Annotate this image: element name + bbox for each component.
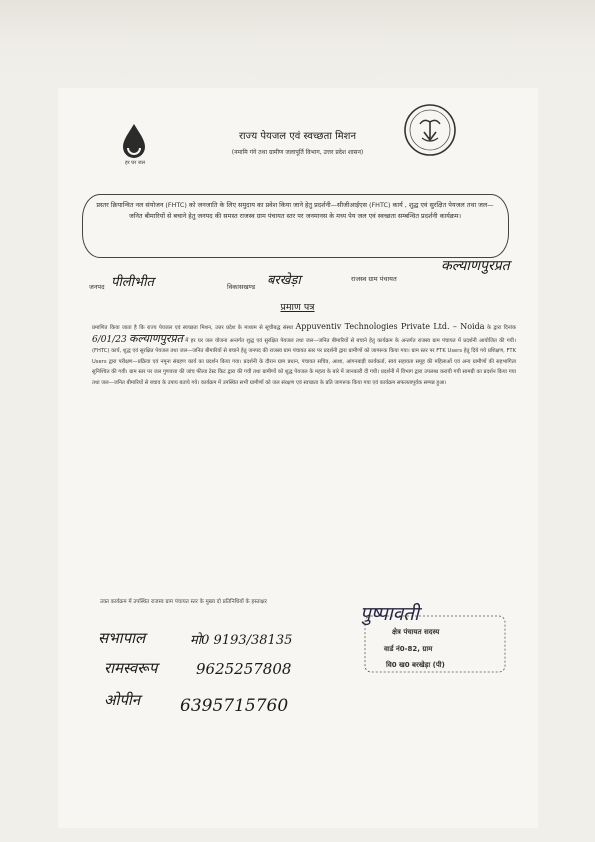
mission-title: राज्य पेयजल एवं स्वच्छता मिशन [238, 131, 357, 142]
hw-row3-value: 6395715760 [180, 696, 289, 716]
certificate-title: प्रमाण पत्र [280, 302, 315, 313]
stamp-line-3: वि0 ख0 बरखेड़ा (पी) [386, 661, 445, 669]
block-label: विकासखण्ड [227, 283, 256, 291]
scan-top-smudge [0, 0, 595, 80]
date-label: के द्वारा दिनांक [486, 325, 516, 331]
district-label: जनपद [89, 283, 105, 291]
hw-row1-value: मो0 9193/38135 [190, 633, 293, 648]
village-value: कल्याणपुरप्रत [441, 258, 510, 274]
firm-name: Appuventiv Technologies Private Ltd. – Noida [295, 322, 485, 331]
body-paragraph: में हर घर जल योजना अन्तर्गत शुद्ध एवं सुरक्षित पेयजल तथा जल—जनित बीमारियों से बचाने हेतु कार्यक्रम के अन्तर्गत राजस्व ग्राम पंचायत में प्रदर्शनी आयोजित की गयी। (FHTC) कार्य, शुद्ध एवं सुरक्षित पेयजल तथा जल—जनित बीमारियों से बचाने हेतु जनपद की राजस्व ग्राम पंचायत स्तर पर प्रदर्शनी द्वारा ग्रामीणों को जागरूक किया गया। ग्राम स्तर पर FTK Users हेतु दिये गये प्रशिक्षण, FTK Users द्वारा परीक्षण—प्रक्रिया एवं नमूना संग्रहण कार्य का प्रदर्शन किया गया। प्रदर्शनी के दौरान ग्राम प्रधान, पंचायत सचिव, आशा, आंगनबाड़ी कार्यकर्ता, स्वयं सहायता समूह की महिलाओं एवं अन्य ग्रामीणों की सहभागिता सुनिश्चित की गयी। ग्राम स्तर पर जल गुणवत्ता की जांच फील्ड टेस्ट किट द्वारा की गयी तथा ग्रामीणों को शुद्ध पेयजल के महत्व के बारे में जानकारी दी गयी। प्रदर्शनी में विभाग द्वारा उपलब्ध करायी गयी सामग्री का प्रदर्शन किया गया तथा जल—जनित बीमारियों से बचाव के उपाय बताये गये। कार्यक्रम में उपस्थित सभी ग्रामीणों को जल संरक्षण एवं स्वच्छता के प्रति जागरूक किया गया एवं कार्यक्रम सफलतापूर्वक सम्पन्न हुआ। [92, 337, 516, 386]
mission-subtitle: (नमामि गंगे तथा ग्रामीण जलापूर्ति विभाग, उत्तर प्रदेश शासन) [231, 149, 364, 156]
date-value: 6/01/23 [92, 334, 127, 345]
location-fields [85, 260, 555, 290]
hw-row3-label: ओपीन [104, 691, 141, 709]
village-label: राजस्व ग्राम पंचायत [351, 275, 397, 283]
hw-row1-label: सभापाल [98, 629, 146, 647]
block-value: बरखेड़ा [267, 273, 301, 288]
certificate-body [92, 322, 516, 389]
stamp-line-2: वार्ड नं0-82, ग्राम [384, 645, 433, 653]
water-drop-logo-icon [112, 120, 156, 164]
stamp-line-1: क्षेत्र पंचायत सदस्य [392, 628, 440, 636]
district-value: पीलीभीत [111, 275, 154, 290]
closing-text: उक्त कार्यक्रम में उपस्थित राजस्व ग्राम पंचायत स्तर के मुख्य दो प्रतिनिधियों के हस्ताक्षर [100, 599, 267, 605]
hw-row2-value: 9625257808 [196, 660, 292, 678]
village-handwritten: कल्याणपुरप्रत [129, 331, 183, 345]
body-intro: प्रमाणित किया जाता है कि राज्य पेयजल एवं स्वच्छता मिशन, उत्तर प्रदेश के माध्यम से सूचीबद्ध संस्था [92, 325, 293, 331]
left-logo-caption: हर घर जल [125, 160, 145, 166]
stamp-signature: पुष्पावती [360, 603, 419, 625]
notice-text: प्रस्तर क्रियान्वित नल संयोजन (FHTC) को जनजाति के लिए समुदाय का प्रवेश किया जाने हेतु प्रदर्शनी—सीजीआईएस (FHTC) कार्य , शुद्ध एवं सुरक्षित पेयजल तथा जल—जनित बीमारियों से बचाने हेतु जनपद की समस्त राजस्व ग्राम पंचायत स्तर पर जनमानस के मध्य पेय जल एवं स्वच्छता सम्बन्धित प्रदर्शनी कार्यक्रम। [96, 201, 494, 220]
hw-row2-label: रामस्वरूप [104, 659, 158, 677]
